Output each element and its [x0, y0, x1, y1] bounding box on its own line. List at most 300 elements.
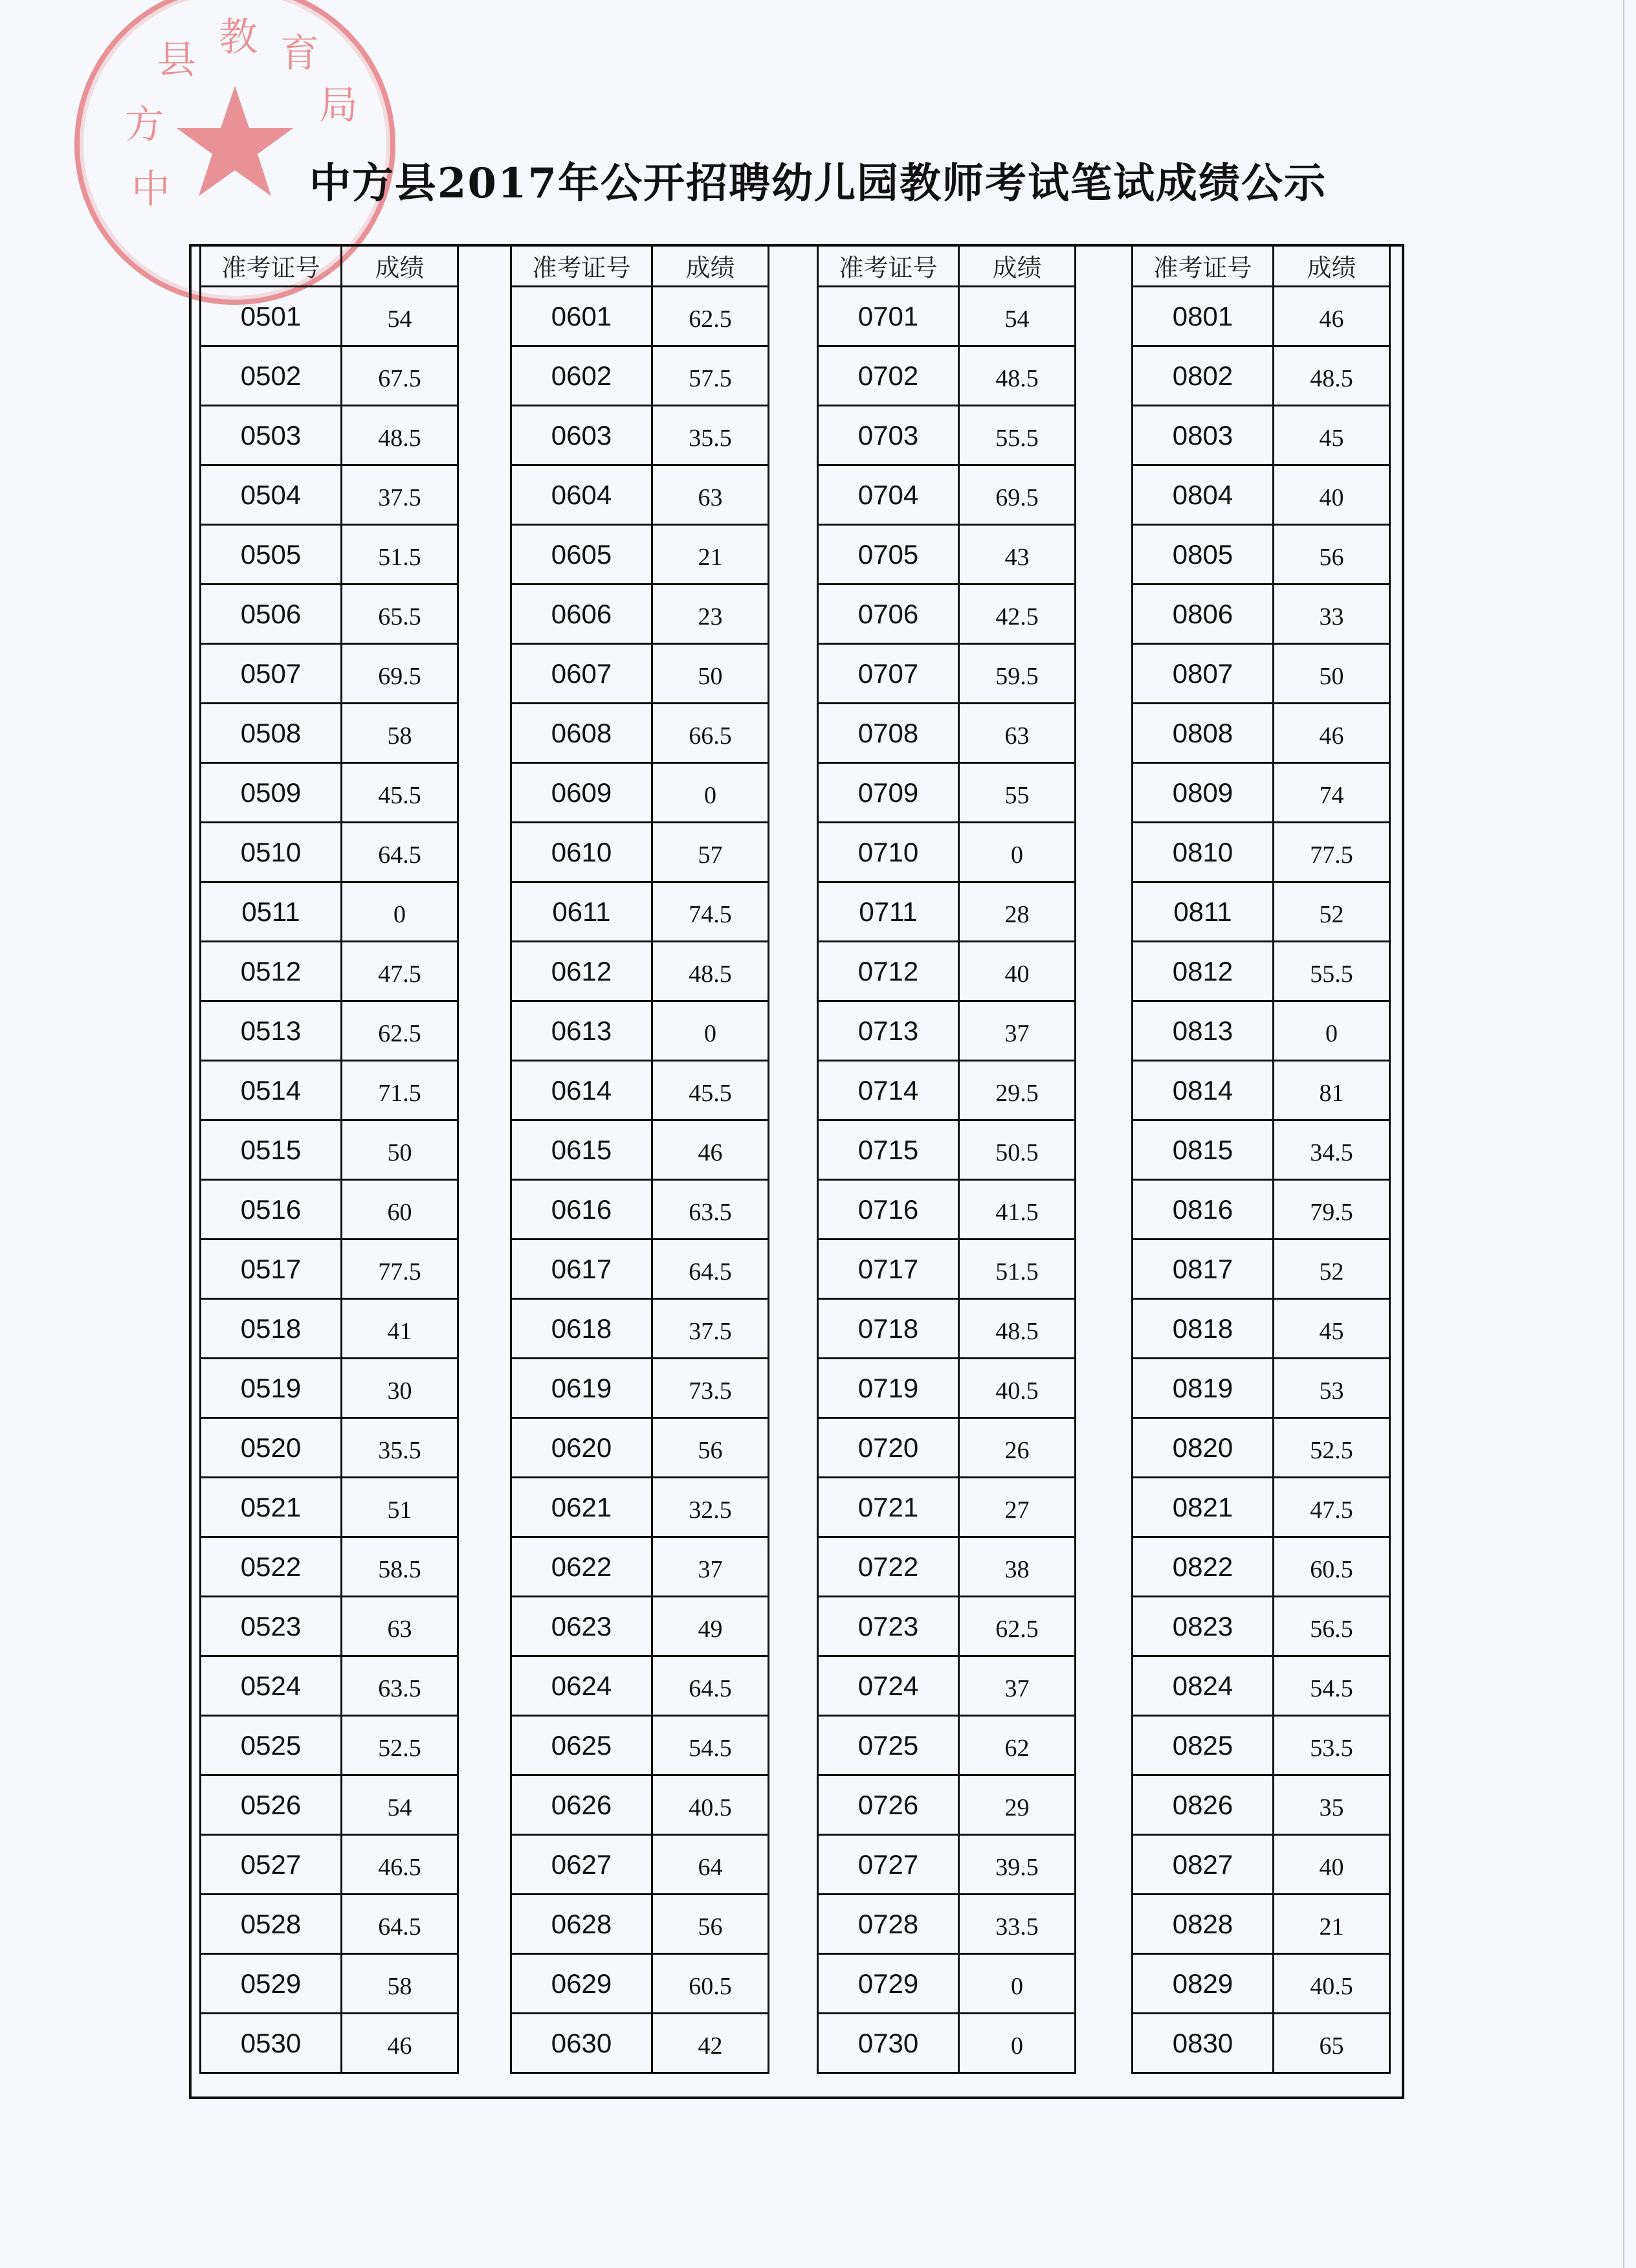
score-cell: 51	[342, 1478, 458, 1537]
exam-id-cell: 0608	[511, 704, 652, 763]
exam-id-cell: 0813	[1133, 1001, 1274, 1061]
table-row	[511, 1359, 769, 1418]
exam-id-cell: 0719	[818, 1359, 959, 1418]
score-cell: 57.5	[652, 346, 769, 406]
exam-id-cell: 0715	[818, 1120, 959, 1180]
score-group-08	[1131, 244, 1391, 2074]
exam-id-cell: 0522	[201, 1537, 342, 1597]
exam-id-cell: 0805	[1133, 525, 1274, 584]
score-cell: 62.5	[652, 287, 769, 346]
table-row	[511, 1478, 769, 1537]
exam-id-cell: 0713	[818, 1001, 959, 1061]
table-row	[818, 1061, 1076, 1120]
header-row	[511, 245, 769, 287]
table-row	[201, 1299, 458, 1359]
exam-id-cell: 0502	[201, 346, 342, 406]
exam-id-cell: 0821	[1133, 1478, 1274, 1537]
score-cell: 64.5	[652, 1240, 769, 1299]
table-row	[1133, 763, 1390, 823]
score-cell: 46.5	[342, 1835, 458, 1895]
score-cell: 0	[652, 1001, 769, 1061]
table-row	[1133, 1954, 1390, 2014]
score-cell: 55.5	[959, 406, 1076, 465]
exam-id-cell: 0514	[201, 1061, 342, 1120]
svg-text:中: 中	[131, 167, 170, 212]
table-row	[818, 346, 1076, 406]
exam-id-cell: 0817	[1133, 1240, 1274, 1299]
exam-id-cell: 0508	[201, 704, 342, 763]
table-row	[201, 882, 458, 942]
score-cell: 27	[959, 1478, 1076, 1537]
exam-id-cell: 0804	[1133, 465, 1274, 525]
table-row	[818, 1775, 1076, 1835]
exam-id-cell: 0718	[818, 1299, 959, 1359]
exam-id-cell: 0520	[201, 1418, 342, 1478]
exam-id-cell: 0724	[818, 1656, 959, 1716]
score-cell: 64	[652, 1835, 769, 1895]
header-score: 成绩	[652, 245, 769, 287]
table-row	[511, 644, 769, 704]
score-cell: 58.5	[342, 1537, 458, 1597]
table-row	[511, 704, 769, 763]
score-cell: 41.5	[959, 1180, 1076, 1240]
table-row	[1133, 2014, 1390, 2073]
exam-id-cell: 0628	[511, 1895, 652, 1954]
score-cell: 35	[1274, 1775, 1390, 1835]
score-cell: 40.5	[959, 1359, 1076, 1418]
exam-id-cell: 0802	[1133, 346, 1274, 406]
score-cell: 63	[652, 465, 769, 525]
score-cell: 28	[959, 882, 1076, 942]
score-cell: 65.5	[342, 584, 458, 644]
exam-id-cell: 0811	[1133, 882, 1274, 942]
exam-id-cell: 0621	[511, 1478, 652, 1537]
table-row	[511, 1656, 769, 1716]
exam-id-cell: 0716	[818, 1180, 959, 1240]
table-row	[201, 287, 458, 346]
score-cell: 21	[652, 525, 769, 584]
table-row	[1133, 465, 1390, 525]
exam-id-cell: 0730	[818, 2014, 959, 2073]
score-cell: 53.5	[1274, 1716, 1390, 1775]
score-cell: 60	[342, 1180, 458, 1240]
exam-id-cell: 0712	[818, 942, 959, 1001]
table-row	[511, 1120, 769, 1180]
table-row	[818, 823, 1076, 882]
score-cell: 48.5	[959, 346, 1076, 406]
exam-id-cell: 0708	[818, 704, 959, 763]
table-row	[201, 763, 458, 823]
table-row	[511, 942, 769, 1001]
score-cell: 58	[342, 704, 458, 763]
table-row	[511, 1240, 769, 1299]
score-cell: 46	[652, 1120, 769, 1180]
table-row	[818, 942, 1076, 1001]
score-cell: 52	[1274, 1240, 1390, 1299]
exam-id-cell: 0803	[1133, 406, 1274, 465]
exam-id-cell: 0507	[201, 644, 342, 704]
table-row	[818, 1597, 1076, 1656]
exam-id-cell: 0606	[511, 584, 652, 644]
table-row	[201, 1359, 458, 1418]
exam-id-cell: 0505	[201, 525, 342, 584]
exam-id-cell: 0726	[818, 1775, 959, 1835]
exam-id-cell: 0826	[1133, 1775, 1274, 1835]
exam-id-cell: 0620	[511, 1418, 652, 1478]
score-cell: 40.5	[1274, 1954, 1390, 2014]
exam-id-cell: 0816	[1133, 1180, 1274, 1240]
exam-id-cell: 0829	[1133, 1954, 1274, 2014]
score-cell: 37.5	[342, 465, 458, 525]
score-cell: 54	[342, 1775, 458, 1835]
score-cell: 21	[1274, 1895, 1390, 1954]
score-cell: 51.5	[342, 525, 458, 584]
header-id: 准考证号	[511, 245, 652, 287]
exam-id-cell: 0818	[1133, 1299, 1274, 1359]
table-row	[1133, 1895, 1390, 1954]
table-row	[511, 1180, 769, 1240]
table-row	[511, 1954, 769, 2014]
header-id: 准考证号	[201, 245, 342, 287]
table-row	[201, 1597, 458, 1656]
table-row	[201, 1895, 458, 1954]
score-cell: 45	[1274, 1299, 1390, 1359]
exam-id-cell: 0609	[511, 763, 652, 823]
score-cell: 50.5	[959, 1120, 1076, 1180]
score-cell: 54	[959, 287, 1076, 346]
exam-id-cell: 0504	[201, 465, 342, 525]
table-row	[818, 1656, 1076, 1716]
table-row	[511, 823, 769, 882]
score-cell: 50	[652, 644, 769, 704]
exam-id-cell: 0530	[201, 2014, 342, 2073]
score-cell: 56	[652, 1418, 769, 1478]
score-cell: 49	[652, 1597, 769, 1656]
score-cell: 59.5	[959, 644, 1076, 704]
exam-id-cell: 0720	[818, 1418, 959, 1478]
exam-id-cell: 0521	[201, 1478, 342, 1537]
table-row	[818, 1418, 1076, 1478]
exam-id-cell: 0706	[818, 584, 959, 644]
exam-id-cell: 0619	[511, 1359, 652, 1418]
table-row	[818, 406, 1076, 465]
table-row	[1133, 1359, 1390, 1418]
exam-id-cell: 0822	[1133, 1537, 1274, 1597]
exam-id-cell: 0702	[818, 346, 959, 406]
table-row	[511, 1299, 769, 1359]
exam-id-cell: 0517	[201, 1240, 342, 1299]
score-cell: 37	[959, 1001, 1076, 1061]
exam-id-cell: 0523	[201, 1597, 342, 1656]
score-group-05	[199, 244, 459, 2074]
table-row	[511, 287, 769, 346]
table-row	[1133, 1716, 1390, 1775]
exam-id-cell: 0814	[1133, 1061, 1274, 1120]
exam-id-cell: 0616	[511, 1180, 652, 1240]
exam-id-cell: 0717	[818, 1240, 959, 1299]
exam-id-cell: 0601	[511, 287, 652, 346]
score-cell: 50	[342, 1120, 458, 1180]
table-row	[818, 644, 1076, 704]
svg-text:育: 育	[280, 31, 319, 76]
table-row	[1133, 1478, 1390, 1537]
score-table	[189, 244, 1404, 2099]
table-row	[511, 1061, 769, 1120]
score-cell: 32.5	[652, 1478, 769, 1537]
scan-edge-line	[1623, 0, 1624, 2268]
score-cell: 62.5	[342, 1001, 458, 1061]
exam-id-cell: 0617	[511, 1240, 652, 1299]
table-row	[511, 346, 769, 406]
exam-id-cell: 0515	[201, 1120, 342, 1180]
score-cell: 40	[959, 942, 1076, 1001]
exam-id-cell: 0812	[1133, 942, 1274, 1001]
score-cell: 69.5	[959, 465, 1076, 525]
table-row	[818, 2014, 1076, 2073]
score-cell: 52.5	[342, 1716, 458, 1775]
table-row	[201, 1120, 458, 1180]
exam-id-cell: 0725	[818, 1716, 959, 1775]
exam-id-cell: 0509	[201, 763, 342, 823]
score-cell: 64.5	[342, 823, 458, 882]
table-row	[511, 1775, 769, 1835]
table-row	[1133, 584, 1390, 644]
score-cell: 53	[1274, 1359, 1390, 1418]
table-row	[201, 525, 458, 584]
score-cell: 74	[1274, 763, 1390, 823]
table-row	[511, 465, 769, 525]
exam-id-cell: 0525	[201, 1716, 342, 1775]
exam-id-cell: 0626	[511, 1775, 652, 1835]
table-row	[201, 1418, 458, 1478]
score-cell: 30	[342, 1359, 458, 1418]
header-row	[818, 245, 1076, 287]
score-cell: 0	[1274, 1001, 1390, 1061]
score-cell: 54.5	[1274, 1656, 1390, 1716]
table-row	[1133, 1299, 1390, 1359]
exam-id-cell: 0615	[511, 1120, 652, 1180]
exam-id-cell: 0528	[201, 1895, 342, 1954]
score-cell: 34.5	[1274, 1120, 1390, 1180]
score-cell: 62.5	[959, 1597, 1076, 1656]
table-row	[1133, 704, 1390, 763]
score-cell: 48.5	[959, 1299, 1076, 1359]
header-row	[1133, 245, 1390, 287]
exam-id-cell: 0815	[1133, 1120, 1274, 1180]
score-cell: 46	[1274, 704, 1390, 763]
exam-id-cell: 0625	[511, 1716, 652, 1775]
table-row	[511, 882, 769, 942]
exam-id-cell: 0630	[511, 2014, 652, 2073]
score-cell: 40	[1274, 1835, 1390, 1895]
table-row	[511, 1895, 769, 1954]
exam-id-cell: 0519	[201, 1359, 342, 1418]
score-cell: 23	[652, 584, 769, 644]
exam-id-cell: 0511	[201, 882, 342, 942]
exam-id-cell: 0512	[201, 942, 342, 1001]
score-cell: 0	[959, 823, 1076, 882]
score-cell: 74.5	[652, 882, 769, 942]
table-row	[511, 1537, 769, 1597]
table-row	[818, 1478, 1076, 1537]
score-cell: 60.5	[1274, 1537, 1390, 1597]
exam-id-cell: 0722	[818, 1537, 959, 1597]
table-row	[201, 1656, 458, 1716]
score-cell: 47.5	[1274, 1478, 1390, 1537]
table-row	[201, 2014, 458, 2073]
table-row	[201, 1954, 458, 2014]
table-row	[511, 2014, 769, 2073]
table-row	[1133, 1001, 1390, 1061]
table-row	[511, 1597, 769, 1656]
score-cell: 45.5	[652, 1061, 769, 1120]
score-cell: 48.5	[1274, 346, 1390, 406]
score-cell: 52.5	[1274, 1418, 1390, 1478]
exam-id-cell: 0827	[1133, 1835, 1274, 1895]
header-row	[201, 245, 458, 287]
score-cell: 37	[652, 1537, 769, 1597]
page-title: 中方县2017年公开招聘幼儿园教师考试笔试成绩公示	[309, 159, 1327, 208]
table-row	[511, 525, 769, 584]
table-row	[201, 1478, 458, 1537]
score-cell: 63	[342, 1597, 458, 1656]
score-cell: 66.5	[652, 704, 769, 763]
score-cell: 51.5	[959, 1240, 1076, 1299]
exam-id-cell: 0830	[1133, 2014, 1274, 2073]
exam-id-cell: 0607	[511, 644, 652, 704]
table-row	[201, 704, 458, 763]
score-cell: 37	[959, 1656, 1076, 1716]
exam-id-cell: 0510	[201, 823, 342, 882]
score-cell: 56.5	[1274, 1597, 1390, 1656]
score-cell: 48.5	[652, 942, 769, 1001]
header-score: 成绩	[1274, 245, 1390, 287]
table-row	[1133, 882, 1390, 942]
score-cell: 67.5	[342, 346, 458, 406]
score-cell: 73.5	[652, 1359, 769, 1418]
exam-id-cell: 0729	[818, 1954, 959, 2014]
score-cell: 42	[652, 2014, 769, 2073]
table-row	[201, 1180, 458, 1240]
exam-id-cell: 0703	[818, 406, 959, 465]
exam-id-cell: 0501	[201, 287, 342, 346]
score-cell: 39.5	[959, 1835, 1076, 1895]
score-cell: 0	[342, 882, 458, 942]
table-row	[201, 942, 458, 1001]
exam-id-cell: 0624	[511, 1656, 652, 1716]
table-row	[511, 1418, 769, 1478]
score-cell: 45	[1274, 406, 1390, 465]
score-cell: 71.5	[342, 1061, 458, 1120]
table-row	[818, 1537, 1076, 1597]
table-row	[818, 1716, 1076, 1775]
table-row	[818, 584, 1076, 644]
score-cell: 63.5	[342, 1656, 458, 1716]
exam-id-cell: 0529	[201, 1954, 342, 2014]
table-row	[201, 1061, 458, 1120]
score-cell: 55.5	[1274, 942, 1390, 1001]
table-row	[1133, 1418, 1390, 1478]
score-cell: 54	[342, 287, 458, 346]
svg-text:方: 方	[125, 102, 164, 148]
score-cell: 26	[959, 1418, 1076, 1478]
score-cell: 77.5	[342, 1240, 458, 1299]
table-row	[818, 882, 1076, 942]
table-row	[511, 1716, 769, 1775]
header-id: 准考证号	[1133, 245, 1274, 287]
score-group-07	[817, 244, 1076, 2074]
table-row	[818, 1001, 1076, 1061]
score-cell: 63	[959, 704, 1076, 763]
exam-id-cell: 0623	[511, 1597, 652, 1656]
score-cell: 29	[959, 1775, 1076, 1835]
table-row	[818, 1954, 1076, 2014]
exam-id-cell: 0721	[818, 1478, 959, 1537]
table-row	[201, 1835, 458, 1895]
score-cell: 42.5	[959, 584, 1076, 644]
score-cell: 48.5	[342, 406, 458, 465]
exam-id-cell: 0810	[1133, 823, 1274, 882]
table-row	[818, 704, 1076, 763]
score-cell: 33.5	[959, 1895, 1076, 1954]
table-row	[1133, 1120, 1390, 1180]
exam-id-cell: 0727	[818, 1835, 959, 1895]
exam-id-cell: 0503	[201, 406, 342, 465]
score-cell: 29.5	[959, 1061, 1076, 1120]
exam-id-cell: 0518	[201, 1299, 342, 1359]
score-cell: 65	[1274, 2014, 1390, 2073]
score-cell: 38	[959, 1537, 1076, 1597]
table-row	[818, 1299, 1076, 1359]
exam-id-cell: 0825	[1133, 1716, 1274, 1775]
table-row	[1133, 644, 1390, 704]
exam-id-cell: 0705	[818, 525, 959, 584]
score-cell: 64.5	[342, 1895, 458, 1954]
header-score: 成绩	[959, 245, 1076, 287]
table-row	[1133, 942, 1390, 1001]
exam-id-cell: 0603	[511, 406, 652, 465]
score-cell: 46	[1274, 287, 1390, 346]
exam-id-cell: 0622	[511, 1537, 652, 1597]
score-cell: 81	[1274, 1061, 1390, 1120]
score-cell: 58	[342, 1954, 458, 2014]
score-cell: 79.5	[1274, 1180, 1390, 1240]
exam-id-cell: 0808	[1133, 704, 1274, 763]
table-row	[511, 406, 769, 465]
svg-text:局: 局	[319, 83, 358, 128]
table-row	[818, 287, 1076, 346]
exam-id-cell: 0614	[511, 1061, 652, 1120]
exam-id-cell: 0610	[511, 823, 652, 882]
exam-id-cell: 0604	[511, 465, 652, 525]
score-cell: 35.5	[342, 1418, 458, 1478]
score-cell: 43	[959, 525, 1076, 584]
table-row	[201, 1001, 458, 1061]
header-score: 成绩	[342, 245, 458, 287]
score-cell: 45.5	[342, 763, 458, 823]
table-row	[818, 1835, 1076, 1895]
score-cell: 0	[959, 2014, 1076, 2073]
exam-id-cell: 0824	[1133, 1656, 1274, 1716]
exam-id-cell: 0807	[1133, 644, 1274, 704]
score-cell: 56	[1274, 525, 1390, 584]
table-row	[201, 346, 458, 406]
table-row	[1133, 1537, 1390, 1597]
table-row	[511, 1001, 769, 1061]
header-id: 准考证号	[818, 245, 959, 287]
exam-id-cell: 0629	[511, 1954, 652, 2014]
score-cell: 63.5	[652, 1180, 769, 1240]
